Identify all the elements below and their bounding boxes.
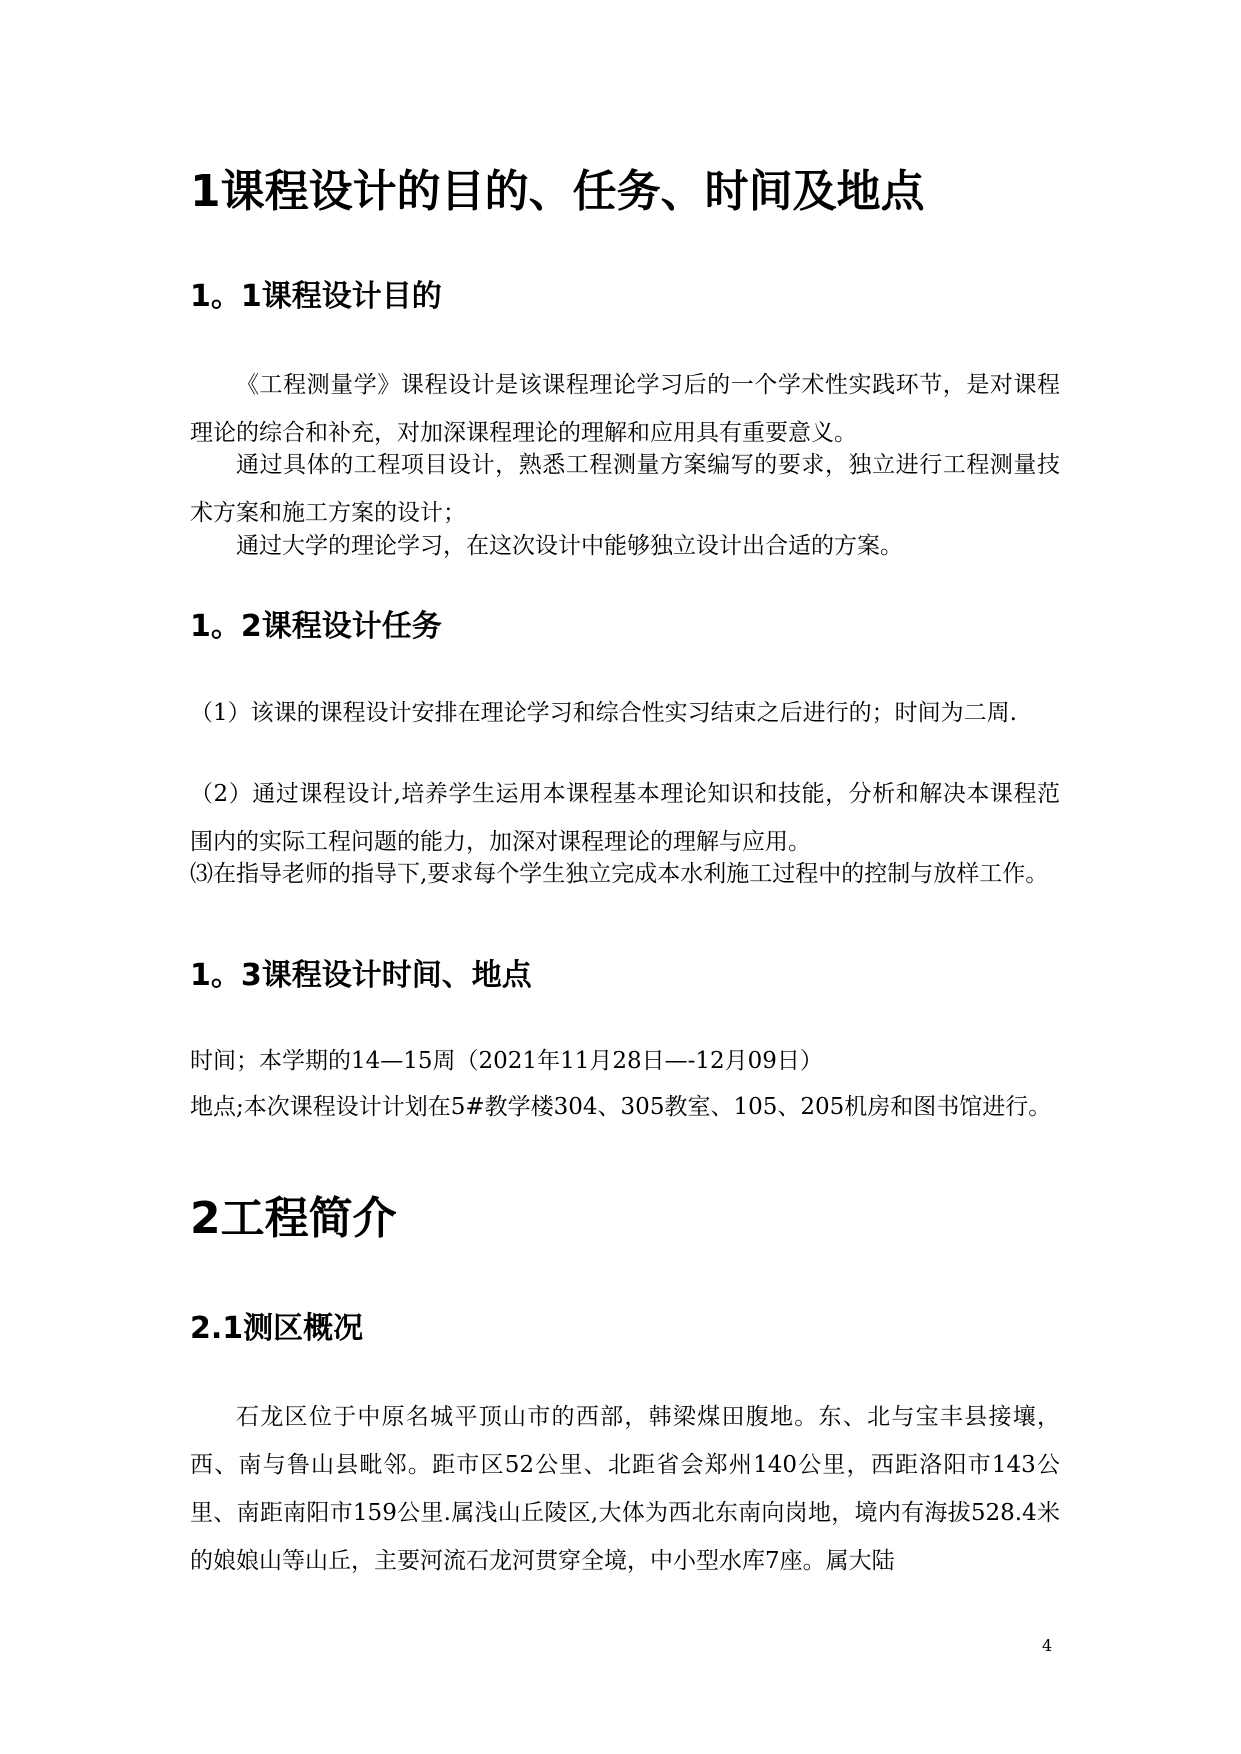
page-number: 4 — [1042, 1636, 1053, 1655]
task-item-3: ⑶在指导老师的指导下,要求每个学生独立完成本水利施工过程中的控制与放样工作。 — [190, 861, 1049, 887]
section-2-heading: 2工程简介 — [190, 1193, 397, 1244]
section-2-1-heading: 2.1测区概况 — [190, 1311, 364, 1346]
paragraph-1-1-c: 通过大学的理论学习，在这次设计中能够独立设计出合适的方案。 — [236, 533, 903, 559]
paragraph-2-1: 石龙区位于中原名城平顶山市的西部，韩梁煤田腹地。东、北与宝丰县接壤，西、南与鲁山县毗邻。距市区52公里、北距省会郑州140公里，西距洛阳市143公里、南距南阳市159公里.属浅山丘陵区,大体为西北东南向岗地，境内有海拔528.4米的娘娘山等山丘，主要河流石龙河贯穿全境，中小型水库7座。属大陆 — [190, 1404, 1060, 1574]
section-1-1-heading: 1。1课程设计目的 — [190, 279, 442, 314]
section-1-2-heading: 1。2课程设计任务 — [190, 609, 442, 644]
place-text: 地点;本次课程设计计划在5#教学楼304、305教室、105、205机房和图书馆进行。 — [190, 1094, 1052, 1120]
section-1-heading: 1课程设计的目的、任务、时间及地点 — [190, 166, 925, 217]
paragraph-1-1-b: 通过具体的工程项目设计，熟悉工程测量方案编写的要求，独立进行工程测量技术方案和施工方案的设计； — [190, 452, 1060, 526]
task-item-1: （1）该课的课程设计安排在理论学习和综合性实习结束之后进行的；时间为二周. — [190, 700, 1017, 726]
time-text: 时间；本学期的14—15周（2021年11月28日—-12月09日） — [190, 1048, 823, 1074]
section-1-3-heading: 1。3课程设计时间、地点 — [190, 958, 532, 993]
task-item-2: （2）通过课程设计,培养学生运用本课程基本理论知识和技能，分析和解决本课程范围内的实际工程问题的能力，加深对课程理论的理解与应用。 — [190, 781, 1060, 855]
paragraph-1-1-a: 《工程测量学》课程设计是该课程理论学习后的一个学术性实践环节，是对课程理论的综合和补充，对加深课程理论的理解和应用具有重要意义。 — [190, 372, 1060, 446]
